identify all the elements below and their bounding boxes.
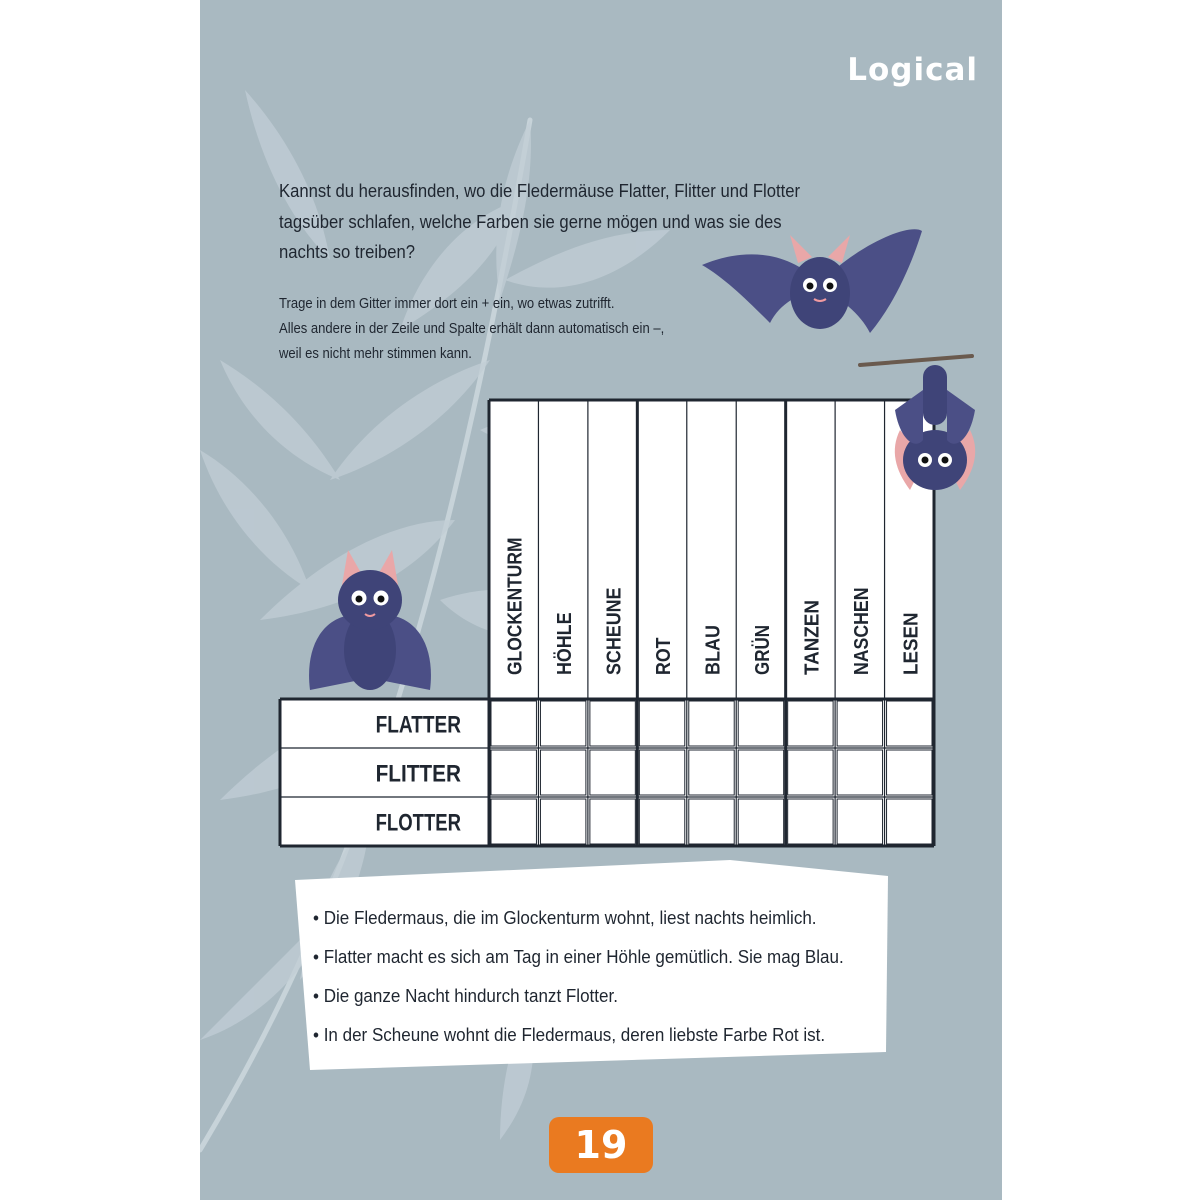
instruction-line: Trage in dem Gitter immer dort ein + ein, wo etwas zutrifft. [279, 296, 615, 312]
grid-cell[interactable] [639, 750, 684, 795]
grid-cell[interactable] [540, 750, 585, 795]
grid-cell[interactable] [689, 799, 734, 844]
clue-list [313, 898, 873, 1054]
grid-cell[interactable] [590, 750, 635, 795]
instruction-line: Alles andere in der Zeile und Spalte erhält dann automatisch ein –, [279, 321, 665, 337]
grid-cell[interactable] [540, 701, 585, 746]
grid-cell[interactable] [788, 750, 833, 795]
page-number: 19 [549, 1117, 653, 1173]
grid-cell[interactable] [738, 799, 783, 844]
column-header: ROT [653, 632, 676, 675]
grid-cell[interactable] [491, 701, 536, 746]
clue-item: • Die Fledermaus, die im Glockenturm wohnt, liest nachts heimlich. [313, 898, 828, 937]
column-header: HÖHLE [554, 605, 577, 675]
grid-cell[interactable] [590, 799, 635, 844]
grid-cell[interactable] [837, 750, 882, 795]
grid-cell[interactable] [689, 701, 734, 746]
column-header: SCHEUNE [603, 577, 626, 675]
clue-item: • In der Scheune wohnt die Fledermaus, deren liebste Farbe Rot ist. [313, 1015, 828, 1054]
grid-cell[interactable] [491, 799, 536, 844]
column-header: GLOCKENTURM [504, 517, 527, 675]
grid-cell[interactable] [590, 701, 635, 746]
grid-cell[interactable] [887, 750, 932, 795]
row-header: FLITTER [375, 760, 461, 788]
intro-text: Kannst du herausfinden, wo die Fledermäuse Flatter, Flitter und Flotter tagsüber schlafen, welche Farben sie gerne mögen und was sie des nachts so treiben? [279, 180, 801, 262]
grid-cell[interactable] [491, 750, 536, 795]
grid-cell[interactable] [837, 701, 882, 746]
grid-cell[interactable] [788, 799, 833, 844]
column-header: TANZEN [801, 595, 824, 675]
grid-cell[interactable] [887, 701, 932, 746]
grid-cell[interactable] [689, 750, 734, 795]
grid-cell[interactable] [639, 701, 684, 746]
puzzle-page [200, 0, 1002, 1200]
grid-cell[interactable] [788, 701, 833, 746]
column-header: BLAU [702, 619, 725, 675]
flying-bat-icon [702, 229, 922, 333]
grid-cell[interactable] [540, 799, 585, 844]
column-header: GRÜN [751, 616, 774, 675]
column-header: NASCHEN [850, 576, 873, 675]
grid-cell[interactable] [639, 799, 684, 844]
sitting-bat-icon [309, 550, 431, 690]
grid-cell[interactable] [738, 701, 783, 746]
clue-item: • Die ganze Nacht hindurch tanzt Flotter. [313, 976, 828, 1015]
clue-item: • Flatter macht es sich am Tag in einer Höhle gemütlich. Sie mag Blau. [313, 937, 828, 976]
row-header: FLOTTER [375, 809, 461, 837]
brand-logo: Logical [847, 52, 978, 88]
grid-cell[interactable] [738, 750, 783, 795]
instruction-line: weil es nicht mehr stimmen kann. [279, 346, 472, 362]
grid-cell[interactable] [887, 799, 932, 844]
column-header: LESEN [900, 608, 923, 675]
grid-cell[interactable] [837, 799, 882, 844]
row-header: FLATTER [375, 711, 461, 739]
